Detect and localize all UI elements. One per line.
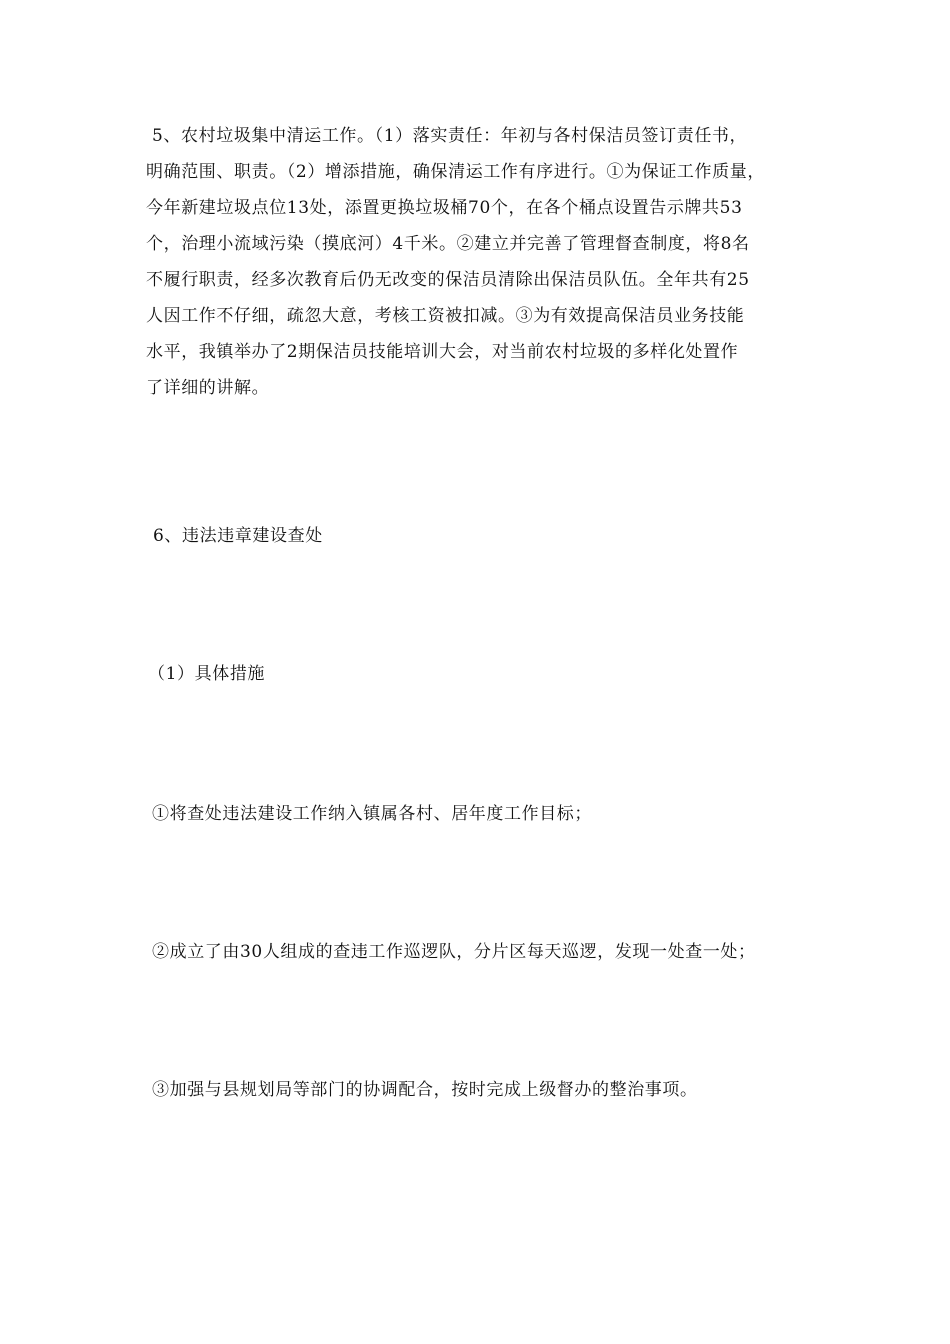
paragraph-line: 5、农村垃圾集中清运工作。（1）落实责任：年初与各村保洁员签订责任书，	[152, 126, 748, 146]
paragraph-line: 了详细的讲解。	[146, 378, 270, 398]
paragraph-line: 人因工作不仔细，疏忽大意，考核工资被扣减。③为有效提高保洁员业务技能	[146, 306, 745, 326]
paragraph-line: 今年新建垃圾点位13处，添置更换垃圾桶70个，在各个桶点设置告示牌共53	[146, 198, 743, 218]
paragraph-line: 水平，我镇举办了2期保洁员技能培训大会，对当前农村垃圾的多样化处置作	[146, 342, 739, 362]
measure-item-1: ①将查处违法建设工作纳入镇属各村、居年度工作目标；	[152, 804, 592, 824]
paragraph-line: 明确范围、职责。（2）增添措施，确保清运工作有序进行。①为保证工作质量，	[146, 162, 765, 182]
section-6-heading: 6、违法违章建设查处	[153, 526, 323, 546]
paragraph-line: 不履行职责，经多次教育后仍无改变的保洁员清除出保洁员队伍。全年共有25	[146, 270, 750, 290]
section-5-paragraph	[146, 118, 826, 406]
measure-item-3: ③加强与县规划局等部门的协调配合，按时完成上级督办的整治事项。	[152, 1080, 698, 1100]
section-6-subheading: （1）具体措施	[148, 664, 266, 684]
measure-item-2: ②成立了由30人组成的查违工作巡逻队，分片区每天巡逻，发现一处查一处；	[152, 942, 756, 962]
paragraph-line: 个，治理小流域污染（摸底河）4千米。②建立并完善了管理督查制度，将8名	[146, 234, 750, 254]
